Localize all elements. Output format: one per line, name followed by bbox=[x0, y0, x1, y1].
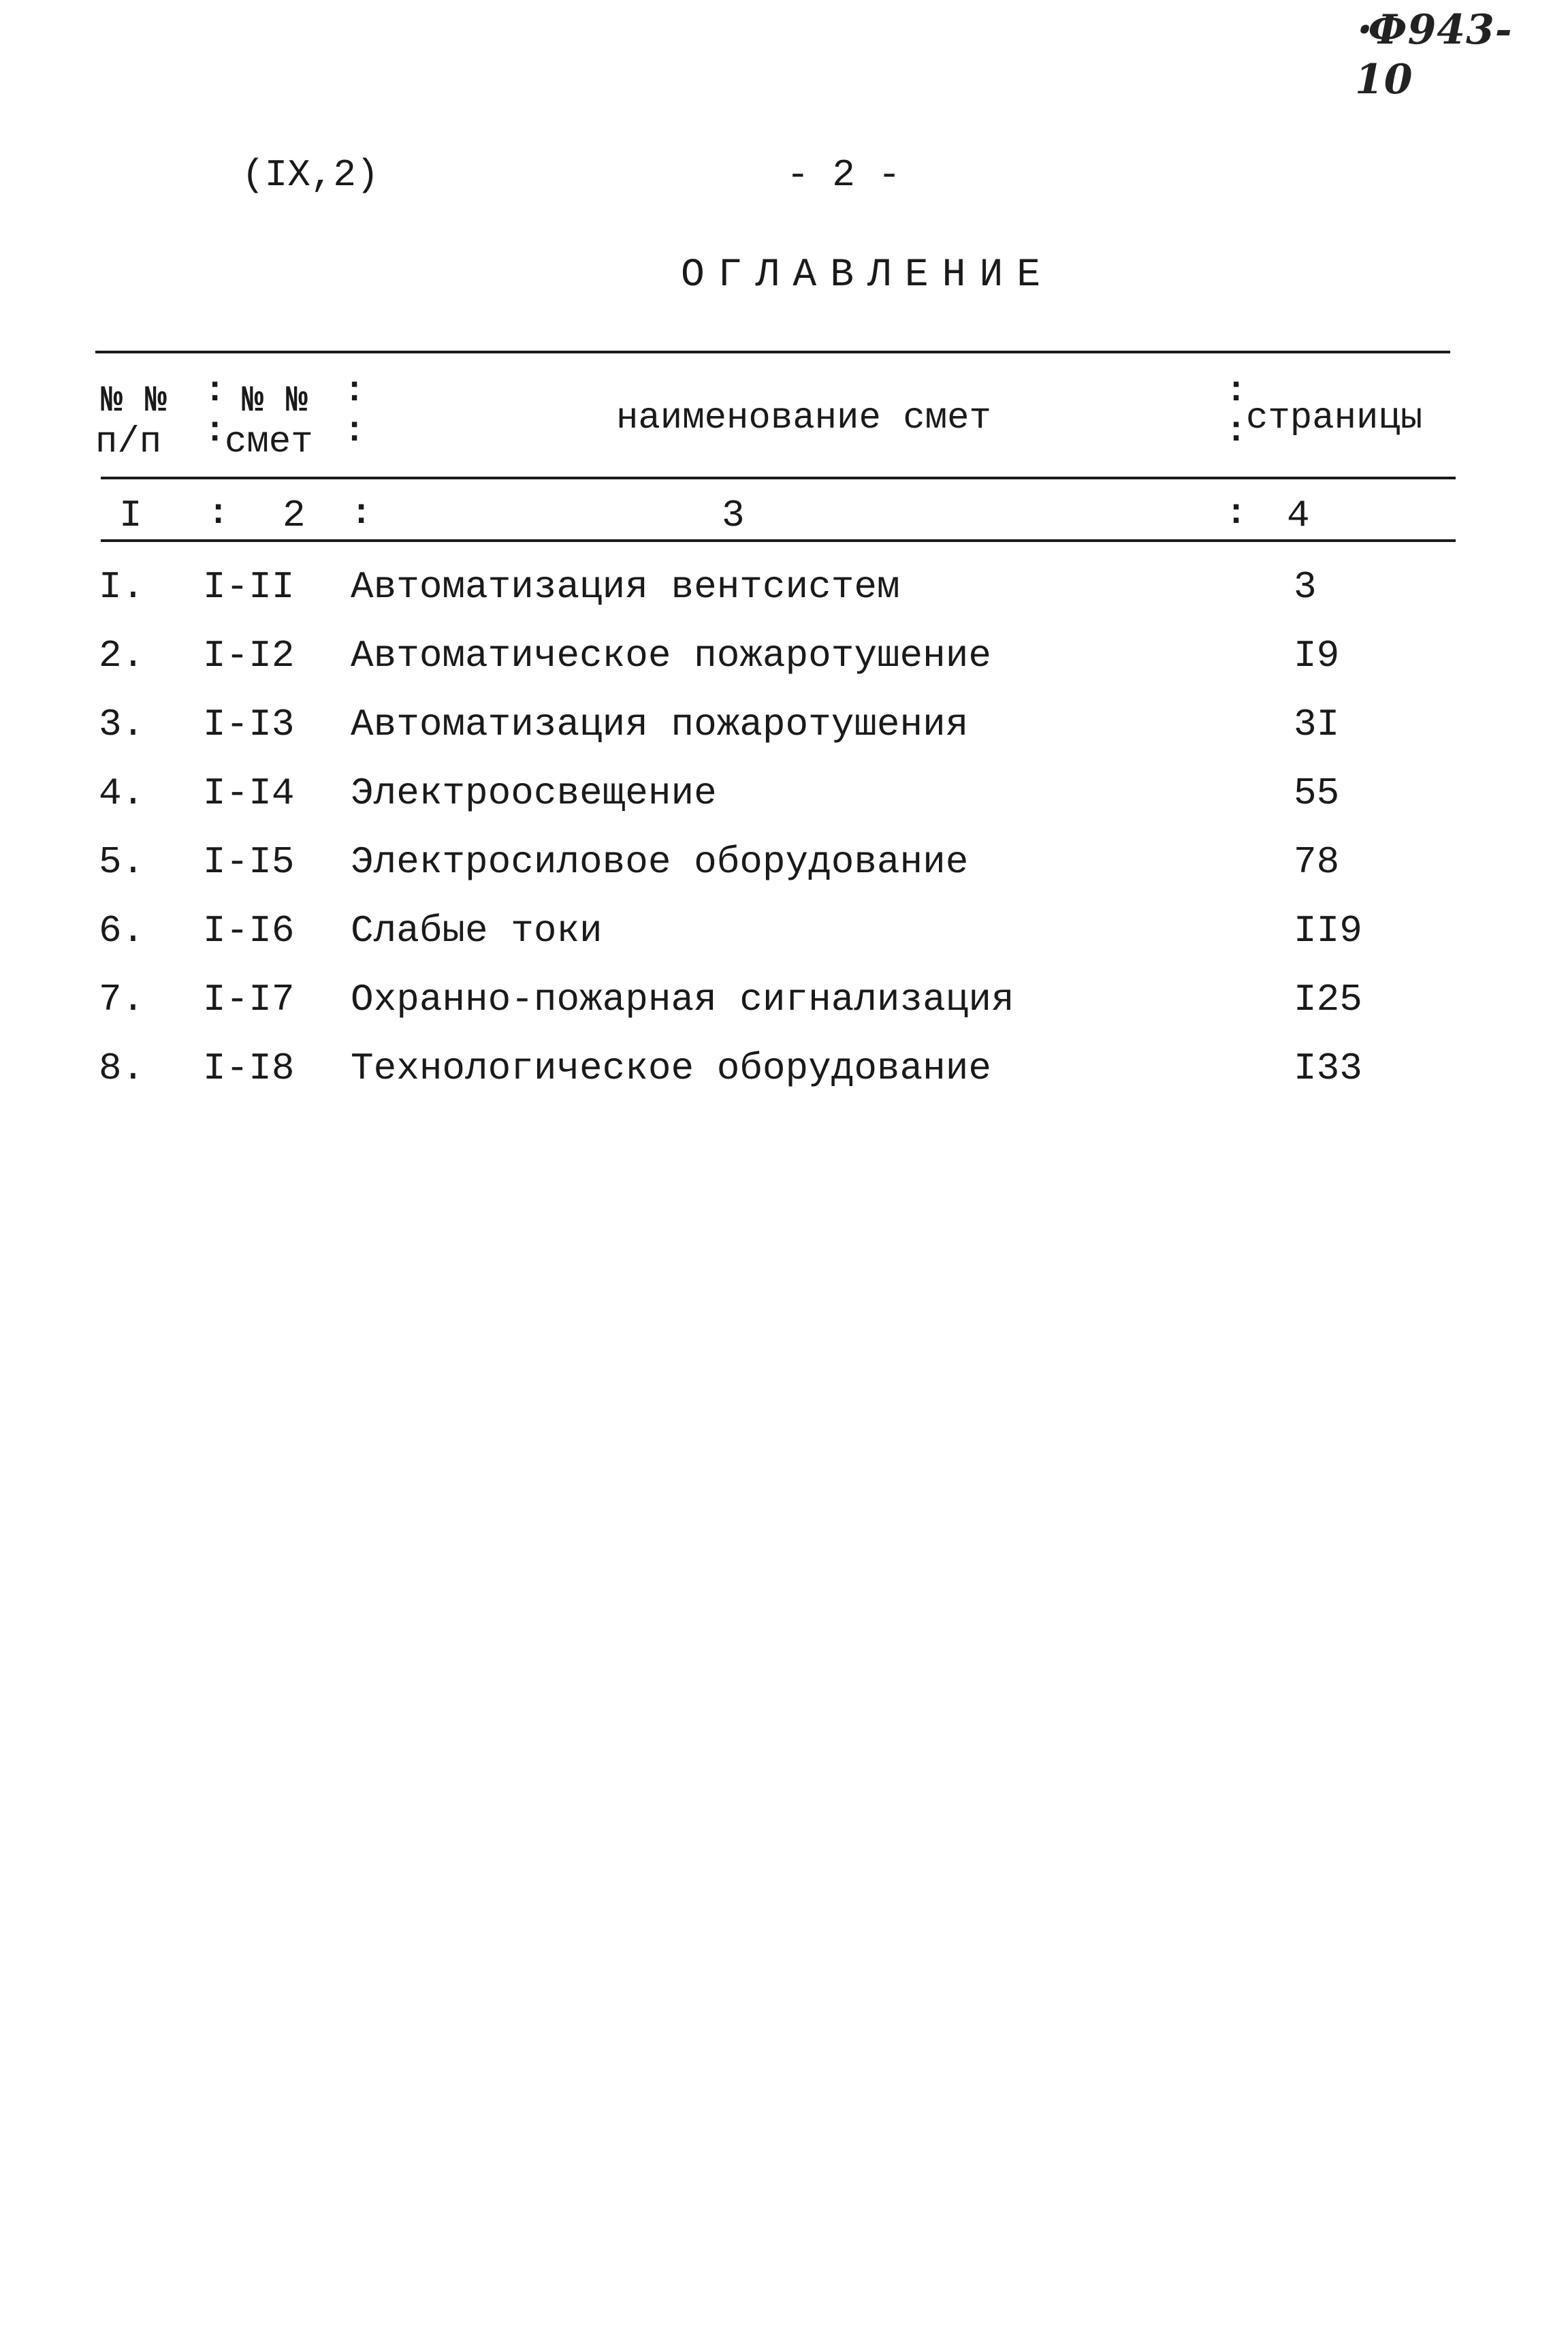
table-row bbox=[0, 1047, 1568, 1115]
page-number: - 2 - bbox=[786, 153, 901, 197]
row-number: 4. bbox=[99, 771, 145, 815]
table-top-rule bbox=[95, 351, 1450, 353]
header-no-top: № № bbox=[101, 381, 167, 422]
table-row bbox=[0, 634, 1568, 702]
header-code-bottom: смет bbox=[225, 421, 313, 463]
row-name: Автоматизация вентсистем bbox=[351, 565, 900, 609]
column-number-rule bbox=[101, 539, 1456, 542]
row-name: Слабые токи bbox=[351, 909, 603, 953]
row-code: I-I7 bbox=[203, 978, 295, 1021]
column-number-1: I bbox=[119, 494, 142, 537]
archive-stamp: ꞏФ943-10 bbox=[1355, 6, 1513, 103]
column-number-divider-1: : bbox=[208, 494, 229, 534]
row-name: Технологическое оборудование bbox=[351, 1047, 991, 1090]
row-code: I-I6 bbox=[203, 909, 295, 953]
column-number-4: 4 bbox=[1287, 494, 1310, 537]
row-code: I-I8 bbox=[203, 1047, 295, 1090]
row-name: Охранно-пожарная сигнализация bbox=[351, 978, 1014, 1021]
table-row bbox=[0, 840, 1568, 908]
row-code: I-I4 bbox=[203, 771, 295, 815]
header-divider-3: : : bbox=[1226, 371, 1247, 451]
column-number-2: 2 bbox=[283, 494, 306, 537]
row-name: Электросиловое оборудование bbox=[351, 840, 969, 884]
row-name: Электроосвещение bbox=[351, 771, 717, 815]
row-page: 3I bbox=[1294, 703, 1340, 746]
table-row bbox=[0, 565, 1568, 633]
row-code: I-I5 bbox=[203, 840, 295, 884]
header-bottom-rule bbox=[101, 477, 1456, 479]
row-number: 8. bbox=[99, 1047, 145, 1090]
row-page: 55 bbox=[1294, 771, 1340, 815]
row-number: 6. bbox=[99, 909, 145, 953]
section-code: (IX,2) bbox=[242, 153, 379, 197]
column-number-3: 3 bbox=[722, 494, 745, 537]
table-row bbox=[0, 909, 1568, 977]
column-number-row bbox=[0, 494, 1568, 541]
row-number: 2. bbox=[99, 634, 145, 678]
row-number: 5. bbox=[99, 840, 145, 884]
header-name: наименование смет bbox=[616, 398, 991, 439]
row-number: 3. bbox=[99, 703, 145, 746]
row-page: II9 bbox=[1294, 909, 1362, 953]
header-pages: страницы bbox=[1246, 398, 1423, 439]
row-number: 7. bbox=[99, 978, 145, 1021]
row-page: I33 bbox=[1294, 1047, 1362, 1090]
row-page: 78 bbox=[1294, 840, 1340, 884]
table-row bbox=[0, 771, 1568, 840]
row-page: I25 bbox=[1294, 978, 1362, 1021]
column-number-divider-2: : bbox=[351, 494, 372, 534]
row-name: Автоматизация пожаротушения bbox=[351, 703, 969, 746]
row-page: 3 bbox=[1294, 565, 1317, 609]
table-row bbox=[0, 703, 1568, 771]
document-title: ОГЛАВЛЕНИЕ bbox=[681, 253, 1055, 298]
row-code: I-I2 bbox=[203, 634, 295, 678]
row-code: I-II bbox=[203, 565, 295, 609]
header-no-bottom: п/п bbox=[95, 421, 162, 463]
row-code: I-I3 bbox=[203, 703, 295, 746]
table-row bbox=[0, 978, 1568, 1046]
column-number-divider-3: : bbox=[1226, 494, 1247, 534]
row-page: I9 bbox=[1294, 634, 1340, 678]
row-number: I. bbox=[99, 565, 145, 609]
row-name: Автоматическое пожаротушение bbox=[351, 634, 991, 678]
header-divider-1: : : bbox=[204, 371, 226, 451]
header-code-top: № № bbox=[242, 381, 308, 422]
header-divider-2: : : bbox=[344, 371, 366, 451]
